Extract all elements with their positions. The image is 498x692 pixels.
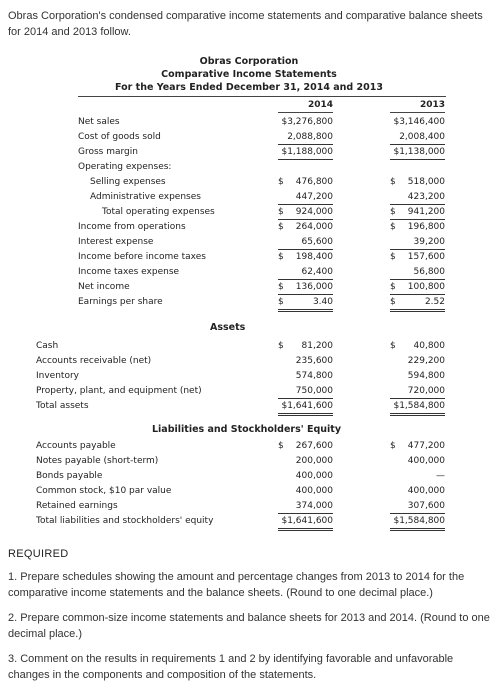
label: Accounts payable: [36, 441, 116, 451]
row-income-ops: [0, 220, 498, 235]
label: Earnings per share: [78, 297, 163, 307]
row-total-assets: [0, 399, 498, 414]
value-2014: 447,200: [278, 190, 333, 205]
value-2014: $ 267,600: [278, 441, 333, 451]
label: Total operating expenses: [102, 207, 215, 217]
liabilities-title: Liabilities and Stockholders' Equity: [152, 424, 342, 435]
value-2014: $ 3.40: [278, 295, 333, 312]
value-2013: $ 2.52: [390, 295, 445, 312]
value-2014: $ 81,200: [278, 341, 333, 351]
label: Income before income taxes: [78, 252, 206, 262]
label: Bonds payable: [36, 471, 103, 481]
row-tax: [0, 265, 498, 280]
requirement-3: 3. Comment on the results in requirements 1 and 2 by identifying favorable and unfavorable changes in the components and composition of the statements.: [8, 653, 454, 681]
value-2013: $ 157,600: [390, 252, 445, 262]
value-2013: 2,008,400: [390, 130, 445, 145]
value-2014: 400,000: [295, 471, 333, 481]
label: Total liabilities and stockholders' equity: [36, 516, 214, 526]
row-inventory: [0, 369, 498, 384]
label: Income from operations: [78, 222, 186, 232]
value-2013: $1,584,800: [390, 399, 445, 416]
row-bonds: [0, 469, 498, 484]
value-2013: 229,200: [407, 356, 445, 366]
row-ar: [0, 354, 498, 369]
value-2014: 574,800: [295, 371, 333, 381]
value-2013: $1,584,800: [390, 514, 445, 531]
value-2013: $1,138,000: [390, 145, 445, 160]
value-2014: $1,641,600: [278, 514, 333, 531]
value-2014: 200,000: [295, 456, 333, 466]
value-2013: $ 477,200: [390, 441, 445, 451]
row-total-liabilities: [0, 514, 498, 529]
value-2014: $1,188,000: [278, 145, 333, 160]
company-name: Obras Corporation: [199, 56, 299, 67]
statement-period: For the Years Ended December 31, 2014 and 2013: [115, 82, 383, 93]
col-header-2013: 2013: [419, 100, 445, 110]
row-gross-margin: [0, 145, 498, 160]
row-ppe: [0, 384, 498, 399]
row-eps: [0, 295, 498, 310]
intro-text: Obras Corporation's condensed comparative income statements and comparative balance sheets for 2014 and 2013 follow.: [8, 10, 483, 38]
requirement-2: 2. Prepare common-size income statements and balance sheets for 2013 and 2014. (Round to one decimal place.): [8, 612, 490, 640]
header-rule: [78, 96, 446, 97]
value-2013: 423,200: [390, 190, 445, 205]
row-income-before-tax: [0, 250, 498, 265]
label: Total assets: [36, 401, 89, 411]
row-total-opex: [0, 205, 498, 220]
value-2013: 594,800: [407, 371, 445, 381]
value-2014: $ 924,000: [278, 205, 333, 220]
value-2014: 65,600: [278, 235, 333, 250]
statement-title: Comparative Income Statements: [161, 69, 337, 80]
value-2014: 2,088,800: [278, 130, 333, 145]
label: Cash: [36, 341, 59, 351]
requirement-1: 1. Prepare schedules showing the amount and percentage changes from 2013 to 2014 for the comparative income statements and the balance sheets. (Round to one decimal place.): [8, 571, 465, 599]
label: Common stock, $10 par value: [36, 486, 172, 496]
label: Income taxes expense: [78, 267, 180, 277]
row-cogs: [0, 130, 498, 145]
value-2014: 374,000: [278, 499, 333, 514]
value-2013: 400,000: [407, 456, 445, 466]
value-2013: $ 941,200: [390, 205, 445, 220]
value-2013: $ 196,800: [390, 222, 445, 232]
row-np: [0, 454, 498, 469]
row-selling: [0, 175, 498, 190]
value-2014: 400,000: [295, 486, 333, 496]
col-rule-2014: [278, 112, 333, 113]
label: Notes payable (short-term): [36, 456, 159, 466]
label: Interest expense: [78, 237, 154, 247]
value-2013: $ 40,800: [390, 341, 445, 351]
value-2014: $ 476,800: [278, 177, 333, 187]
value-2014: 235,600: [295, 356, 333, 366]
required-title: REQUIRED: [8, 548, 69, 560]
label: Cost of goods sold: [78, 132, 161, 142]
value-2013: $3,146,400: [393, 117, 445, 127]
label: Administrative expenses: [90, 192, 201, 202]
label: Gross margin: [78, 147, 138, 157]
row-retained: [0, 499, 498, 514]
label: Inventory: [36, 371, 79, 381]
label: Property, plant, and equipment (net): [36, 386, 202, 396]
row-common-stock: [0, 484, 498, 499]
value-2013: 720,000: [390, 384, 445, 399]
value-2013: 56,800: [390, 265, 445, 280]
row-opex-header: [0, 160, 498, 175]
value-2013: 39,200: [390, 235, 445, 250]
row-interest: [0, 235, 498, 250]
value-2014: $3,276,800: [281, 117, 333, 127]
value-2014: $ 264,000: [278, 222, 333, 232]
label: Selling expenses: [90, 177, 166, 187]
value-2014: 62,400: [278, 265, 333, 280]
row-admin: [0, 190, 498, 205]
row-net-sales: [0, 115, 498, 130]
row-net-income: [0, 280, 498, 295]
label: Operating expenses:: [78, 162, 172, 172]
label: Net sales: [78, 117, 120, 127]
label: Accounts receivable (net): [36, 356, 152, 366]
value-2014: $ 198,400: [278, 252, 333, 262]
label: Retained earnings: [36, 501, 118, 511]
label: Net income: [78, 282, 130, 292]
value-2013: 307,600: [390, 499, 445, 514]
value-2014: 750,000: [278, 384, 333, 399]
assets-title: Assets: [210, 322, 246, 333]
col-rule-2013: [390, 112, 445, 113]
row-ap: [0, 439, 498, 454]
value-2013: —: [436, 471, 445, 481]
value-2014: $1,641,600: [278, 399, 333, 416]
value-2013: $ 100,800: [390, 280, 445, 295]
value-2013: 400,000: [407, 486, 445, 496]
value-2013: $ 518,000: [390, 177, 445, 187]
col-header-2014: 2014: [307, 100, 333, 110]
row-cash: [0, 339, 498, 354]
value-2014: $ 136,000: [278, 280, 333, 295]
